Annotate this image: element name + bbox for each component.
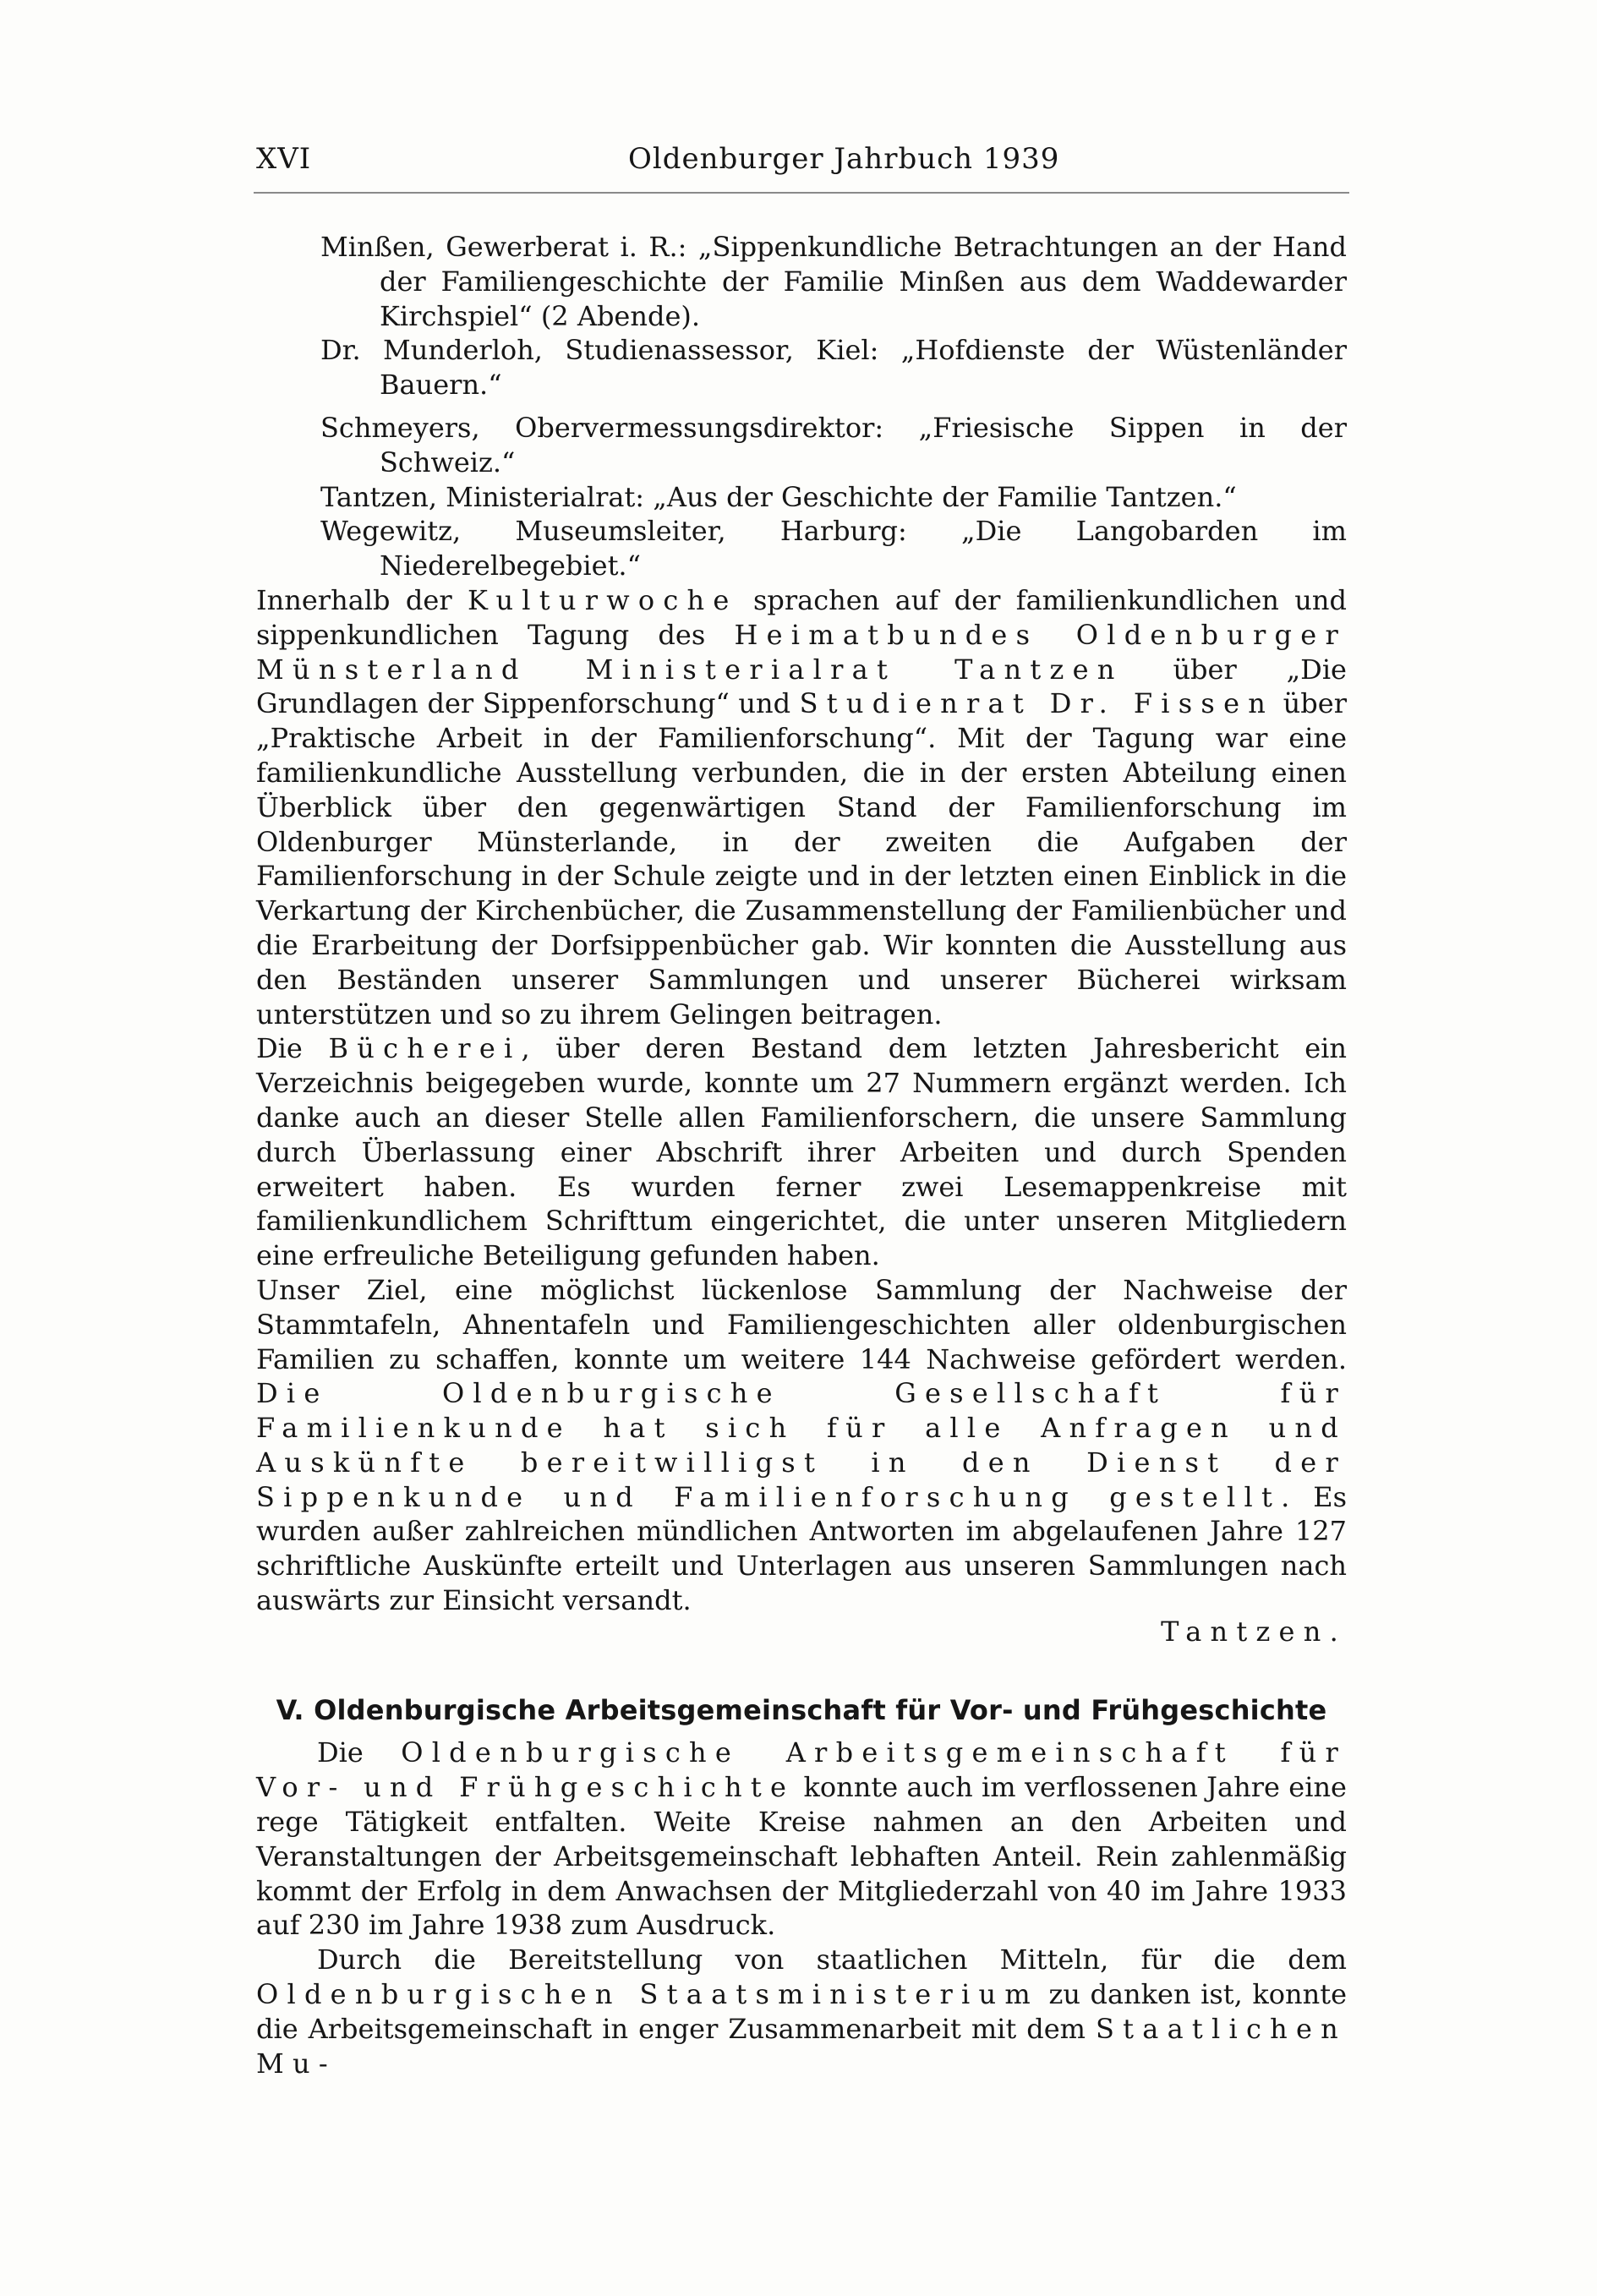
spaced-text: Oldenburgische Arbeitsgemeinschaft für Vor- und Frühgeschichte	[256, 1736, 1347, 1804]
text-run: über „Praktische Arbeit in der Familienforschung“. Mit der Tagung war eine familienkundliche Ausstellung verbunden, die in der ersten Abteilung einen Überblick über den gegenwärtigen Stand der Familienforschung im Oldenburger Münsterlande, in der zweiten die Aufgaben der Familienforschung in der Schule zeigte und in der letzten einen Einblick in die Verkartung der Kirchenbücher, die Zusammenstellung der Familienbücher und die Erarbeitung der Dorfsippenbücher gab. Wir konnten die Ausstellung aus den Beständen unserer Sammlungen und unserer Bücherei wirksam unterstützen und so zu ihrem Gelingen beitragen.	[256, 687, 1348, 1030]
header-rule	[254, 192, 1349, 194]
text-run: . Es wurden außer zahlreichen mündlichen Antworten im abgelaufenen Jahre 127 schriftliche Auskünfte erteilt und Unterlagen aus unseren Sammlungen nach auswärts zur Einsicht versandt.	[256, 1480, 1347, 1617]
paragraph-buecherei	[256, 1031, 1347, 1273]
text-run: Die	[256, 1032, 329, 1065]
lecture-entry: Wegewitz, Museumsleiter, Harburg: „Die Langobarden im Niederelbegebiet.“	[320, 515, 1347, 582]
text-run: sprachen auf der familienkundlichen und sippenkundlichen Tagung des	[256, 583, 1347, 651]
lecture-entry: Dr. Munderloh, Studienassessor, Kiel: „Hofdienste der Wüstenländer Bauern.“	[320, 334, 1347, 402]
lecture-entry: Tantzen, Ministerialrat: „Aus der Geschichte der Familie Tantzen.“	[320, 480, 1237, 513]
signature: Tantzen.	[1161, 1615, 1347, 1648]
text-run: konnte auch im verflossenen Jahre eine rege Tätigkeit entfalten. Weite Kreise nahmen an den Arbeiten und Veranstaltungen der Arbeitsgemeinschaft lebhaften Anteil. Rein zahlenmäßig kommt der Erfolg in dem Anwachsen der Mitgliederzahl von 40 im Jahre 1933 auf 230 im Jahre 1938 zum Ausdruck.	[256, 1771, 1347, 1942]
text-run: über „Die Grundlagen der Sippenforschung“ und	[256, 653, 1347, 720]
signature-line	[256, 1615, 1347, 1649]
paragraph-ziel	[256, 1273, 1347, 1618]
running-title: Oldenburger Jahrbuch 1939	[628, 142, 1060, 176]
page-number: XVI	[256, 142, 312, 176]
running-header	[256, 142, 1347, 184]
paragraph-ziel-block	[256, 1273, 1347, 1618]
spaced-text: Die Oldenburgische Gesellschaft für Familienkunde hat sich für alle Anfragen und Auskünfte bereitwilligst in den Dienst der Sippenkunde und Familienforschung gestellt	[256, 1377, 1347, 1513]
spaced-text: Studienrat Dr. Fissen	[799, 687, 1275, 720]
spaced-text: Bücherei	[328, 1032, 522, 1065]
text-run: Durch die Bereitstellung von staatlichen Mitteln, für die dem	[317, 1943, 1347, 1976]
spaced-text: Heimatbundes Oldenburger Münsterland Ministerialrat Tantzen	[256, 618, 1347, 686]
text-run: zu danken ist, konnte die Arbeitsgemeinschaft in enger Zusammenarbeit mit dem	[256, 1978, 1348, 2045]
text-run: Unser Ziel, eine möglichst lückenlose Sammlung der Nachweise der Stammtafeln, Ahnentafeln und Familiengeschichten aller oldenburgischen Familien zu schaffen, konnte um weitere 144 Nachweise gefördert werden.	[256, 1273, 1347, 1375]
spaced-text: Oldenburgischen Staatsministerium	[256, 1978, 1039, 2011]
text-run: , über deren Bestand dem letzten Jahresbericht ein Verzeichnis beigegeben wurde, konnte um 27 Nummern ergänzt werden. Ich danke auch an dieser Stelle allen Familienforschern, die unsere Sammlung durch Überlassung einer Abschrift ihrer Arbeiten und durch Spenden erweitert haben. Es wurden ferner zwei Lesemappenkreise mit familienkundlichem Schrifttum eingerichtet, die unter unseren Mitgliedern eine erfreuliche Beteiligung gefunden haben.	[256, 1032, 1348, 1272]
spaced-text: Kulturwoche	[468, 583, 738, 616]
lecture-entry: Schmeyers, Obervermessungsdirektor: „Friesische Sippen in der Schweiz.“	[320, 411, 1347, 478]
paragraph-arbeitsgemeinschaft	[256, 1736, 1347, 1943]
spaced-text: Staatlichen Mu-	[256, 2012, 1347, 2080]
paragraph-bereitstellung	[256, 1943, 1347, 2080]
page-body	[256, 230, 1347, 2080]
section-heading: V. Oldenburgische Arbeitsgemeinschaft für Vor- und Frühgeschichte	[276, 1693, 1327, 1726]
text-run: Die	[317, 1736, 402, 1769]
text-run: Innerhalb der	[256, 583, 468, 616]
lecture-entry: Minßen, Gewerberat i. R.: „Sippenkundliche Betrachtungen an der Hand der Familiengeschichte der Familie Minßen aus dem Waddewarder Kirchspiel“ (2 Abende).	[320, 231, 1347, 332]
paragraph-kulturwoche	[256, 583, 1347, 1031]
